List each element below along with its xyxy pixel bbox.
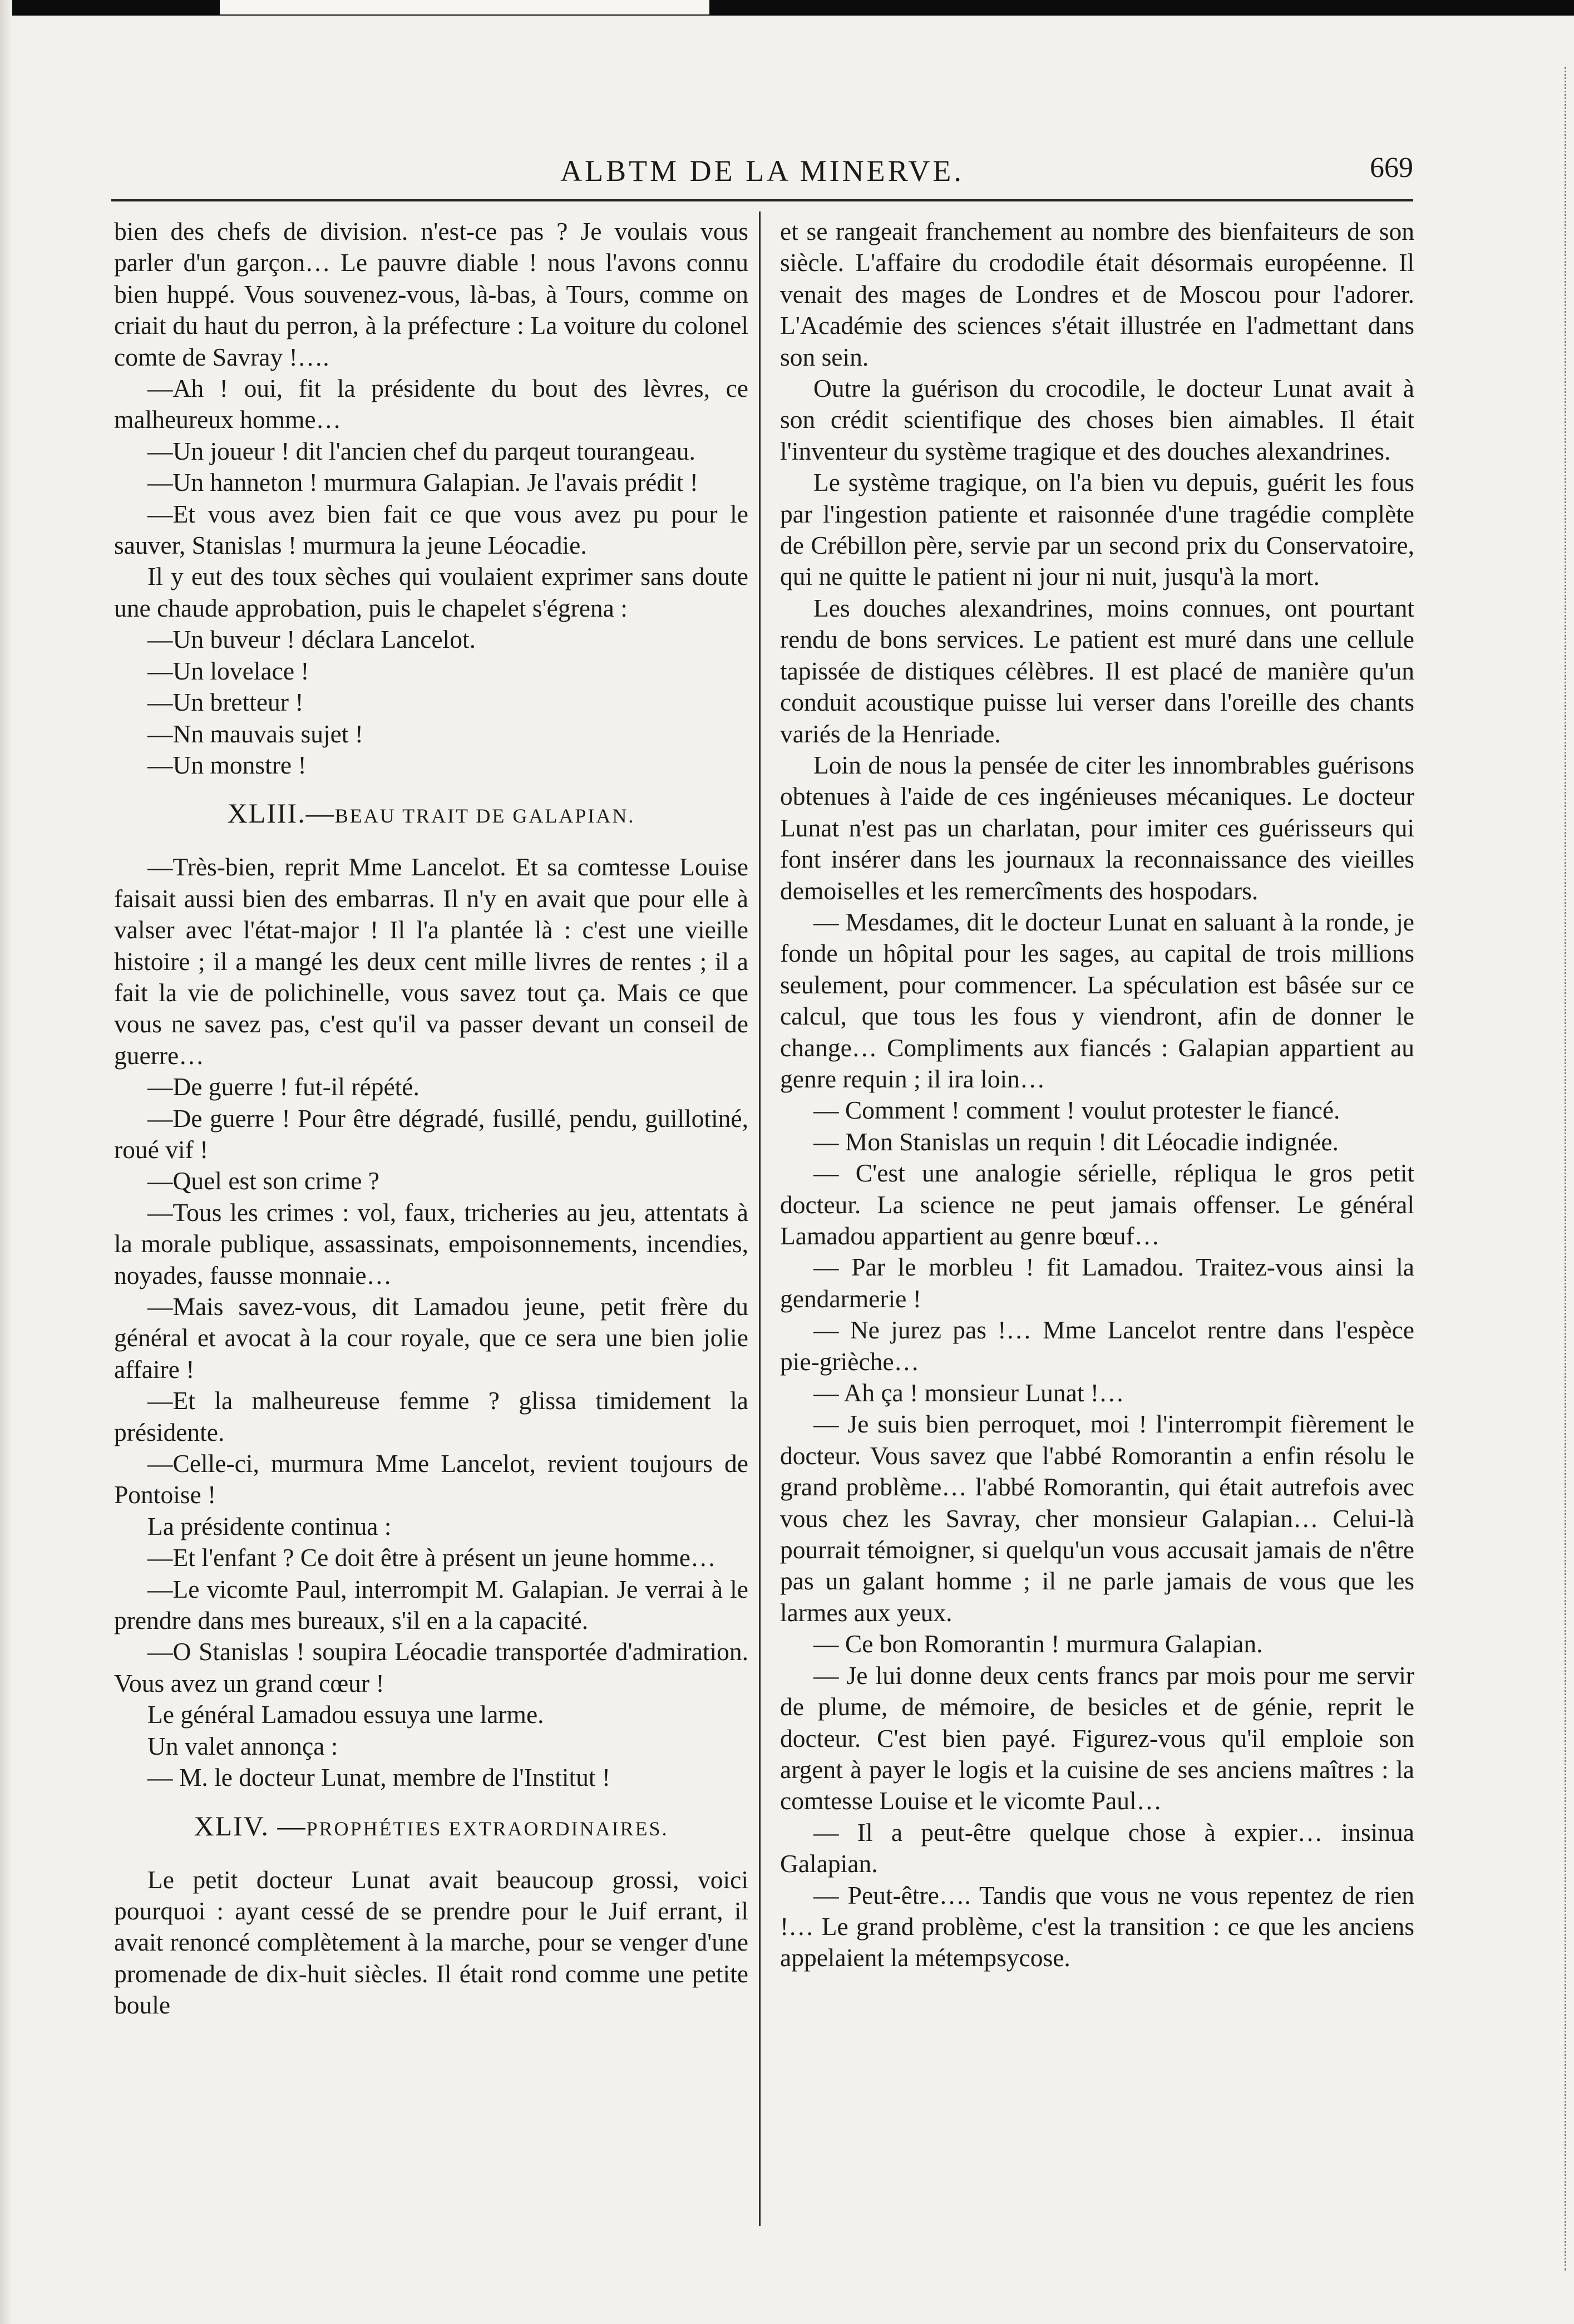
paragraph: Il y eut des toux sèches qui voulaient exprimer sans doute une chaude approbation, puis le chapelet s'égrena : (114, 562, 748, 622)
paragraph: —Tous les crimes : vol, faux, tricheries au jeu, attentats à la morale publique, assassinats, empoisonnements, incendies, noyades, fausse monnaie… (114, 1198, 748, 1289)
paragraph: Le système tragique, on l'a bien vu depuis, guérit les fous par l'ingestion patiente et raisonnée d'une tragédie complète de Crébillon père, servie par un second prix du Conservatoire, qui ne quitte le patient ni jour ni nuit, jusqu'à la mort. (780, 468, 1414, 591)
header-rule (111, 199, 1413, 201)
paragraph: —De guerre ! fut-il répété. (147, 1072, 420, 1101)
paper-slip (220, 0, 709, 14)
paragraph: — Mesdames, dit le docteur Lunat en saluant à la ronde, je fonde un hôpital pour les sages, au capital de trois millions seulement, pour commencer. La spéculation est bâsée sur ce calcul, que tous les fous y viendront, afin de donner le change… Compliments aux fiancés : Galapian appartient au genre requin ; il ira loin… (780, 907, 1414, 1093)
paragraph: —Un bretteur ! (147, 688, 304, 717)
right-column (780, 216, 1414, 1974)
paragraph: —Le vicomte Paul, interrompit M. Galapian. Je verrai à le prendre dans mes bureaux, s'il en a la capacité. (114, 1574, 748, 1635)
paragraph: Le général Lamadou essuya une larme. (147, 1700, 544, 1729)
paragraph: — Ce bon Romorantin ! murmura Galapian. (813, 1629, 1263, 1658)
page-right-edge (1565, 67, 1574, 2271)
paragraph: —Un buveur ! déclara Lancelot. (147, 625, 476, 654)
paragraph: — Ne jurez pas !… Mme Lancelot rentre dans l'espèce pie-grièche… (780, 1316, 1414, 1376)
chapter-title: PROPHÉTIES EXTRAORDINAIRES. (306, 1817, 669, 1840)
paragraph: —Très-bien, reprit Mme Lancelot. Et sa comtesse Louise faisait aussi bien des embarras. Il n'y en avait que pour elle à valser avec l'état-major ! Il l'a plantée là : c'est une vieille histoire ; il a mangé les deux cent mille livres de rentes ; il a fait la vie de polichinelle, vous savez tout ça. Mais ce que vous ne savez pas, c'est qu'il va passer devant un conseil de guerre… (114, 853, 748, 1070)
paragraph: —O Stanislas ! soupira Léocadie transportée d'admiration. Vous avez un grand cœur ! (114, 1637, 748, 1697)
paragraph: — M. le docteur Lunat, membre de l'Institut ! (147, 1763, 611, 1792)
chapter-title: BEAU TRAIT DE GALAPIAN. (334, 805, 635, 828)
paragraph: —Un hanneton ! murmura Galapian. Je l'avais prédit ! (147, 468, 698, 497)
chapter-heading (114, 796, 748, 833)
paragraph: Les douches alexandrines, moins connues, ont pourtant rendu de bons services. Le patient est muré dans une cellule tapissée de distiques célèbres. Il est placé de manière qu'un conduit acoustique puisse lui verser dans l'oreille des chants variés de la Henriade. (780, 593, 1414, 748)
paragraph: Loin de nous la pensée de citer les innombrables guérisons obtenues à l'aide de ces ingénieuses mécaniques. Le docteur Lunat n'est pas un charlatan, pour imiter ces guérisseurs qui font insérer dans les journaux la reconnaissance des vieilles demoiselles et les remercîments des hospodars. (780, 750, 1414, 905)
paragraph: — Peut-être…. Tandis que vous ne vous repentez de rien !… Le grand problème, c'est la transition : ce que les anciens appelaient la métempsycose. (780, 1880, 1414, 1972)
paragraph: — Par le morbleu ! fit Lamadou. Traitez-vous ainsi la gendarmerie ! (780, 1253, 1414, 1313)
page-header (111, 149, 1413, 199)
paragraph: bien des chefs de division. n'est-ce pas ? Je voulais vous parler d'un garçon… Le pauvre diable ! nous l'avons connu bien huppé. Vous souvenez-vous, là-bas, à Tours, comme on criait du haut du perron, à la préfecture : La voiture du colonel comte de Savray !…. (114, 217, 748, 371)
paragraph: —Nn mauvais sujet ! (147, 719, 363, 748)
paragraph: — Mon Stanislas un requin ! dit Léocadie indignée. (813, 1127, 1339, 1156)
paragraph: — Il a peut-être quelque chose à expier… insinua Galapian. (780, 1818, 1414, 1878)
paragraph: La présidente continua : (147, 1511, 392, 1540)
left-column (114, 216, 748, 2021)
paragraph: —Quel est son crime ? (147, 1166, 379, 1195)
paragraph: Outre la guérison du crocodile, le docteur Lunat avait à son crédit scientifique des choses bien aimables. Il était l'inventeur du système tragique et des douches alexandrines. (780, 374, 1414, 465)
column-divider (759, 211, 761, 2226)
chapter-heading (114, 1809, 748, 1845)
paragraph: —Et vous avez bien fait ce que vous avez pu pour le sauver, Stanislas ! murmura la jeune Léocadie. (114, 499, 748, 560)
page-left-edge (0, 0, 12, 2324)
page-number: 669 (1370, 152, 1413, 184)
paragraph: —De guerre ! Pour être dégradé, fusillé, pendu, guillotiné, roué vif ! (114, 1104, 748, 1164)
paragraph: —Mais savez-vous, dit Lamadou jeune, petit frère du général et avocat à la cour royale, que ce sera une bien jolie affaire ! (114, 1292, 748, 1383)
paragraph: —Un lovelace ! (147, 656, 309, 685)
paragraph: —Ah ! oui, fit la présidente du bout des lèvres, ce malheureux homme… (114, 374, 748, 434)
paragraph: —Et la malheureuse femme ? glissa timidement la présidente. (114, 1386, 748, 1446)
paragraph: —Un monstre ! (147, 750, 307, 779)
scan-top-border (0, 0, 1574, 16)
paragraph: —Un joueur ! dit l'ancien chef du parqeut tourangeau. (147, 436, 695, 465)
chapter-number: XLIII.— (227, 797, 335, 829)
chapter-number: XLIV. — (194, 1810, 307, 1842)
paragraph: — Je lui donne deux cents francs par mois pour me servir de plume, de mémoire, de besicles et de génie, reprit le docteur. C'est bien payé. Figurez-vous qu'il emploie son argent à payer le logis et la cuisine de ses anciens maîtres : la comtesse Louise et le vicomte Paul… (780, 1661, 1414, 1815)
paragraph: —Celle-ci, murmura Mme Lancelot, revient toujours de Pontoise ! (114, 1449, 748, 1509)
running-title: ALBTM DE LA MINERVE. (560, 154, 964, 188)
paragraph: — Je suis bien perroquet, moi ! l'interrompit fièrement le docteur. Vous savez que l'abbé Romorantin a enfin résolu le grand problème… l'abbé Romorantin, qui était autrefois avec vous chez les Savray, cher monsieur Galapian… Celui-là pourrait témoigner, si quelqu'un vous accusait jamais de n'être pas un galant homme ; il ne parle jamais de vous que les larmes aux yeux. (780, 1410, 1414, 1627)
paragraph: Un valet annonça : (147, 1731, 338, 1760)
paragraph: — C'est une analogie sérielle, répliqua le gros petit docteur. La science ne peut jamais offenser. Le général Lamadou appartient au genre bœuf… (780, 1159, 1414, 1250)
paragraph: — Comment ! comment ! voulut protester le fiancé. (813, 1096, 1340, 1125)
paragraph: Le petit docteur Lunat avait beaucoup grossi, voici pourquoi : ayant cessé de se prendre pour le Juif errant, il avait renoncé complètement à la marche, pour se venger d'une promenade de dix-huit siècles. Il était rond comme une petite boule (114, 1865, 748, 2020)
paragraph: et se rangeait franchement au nombre des bienfaiteurs de son siècle. L'affaire du crododile était désormais européenne. Il venait des mages de Londres et de Moscou pour l'adorer. L'Académie des sciences s'était illustrée en l'admettant dans son sein. (780, 217, 1414, 371)
paragraph: — Ah ça ! monsieur Lunat !… (813, 1378, 1124, 1407)
paragraph: —Et l'enfant ? Ce doit être à présent un jeune homme… (147, 1543, 716, 1572)
